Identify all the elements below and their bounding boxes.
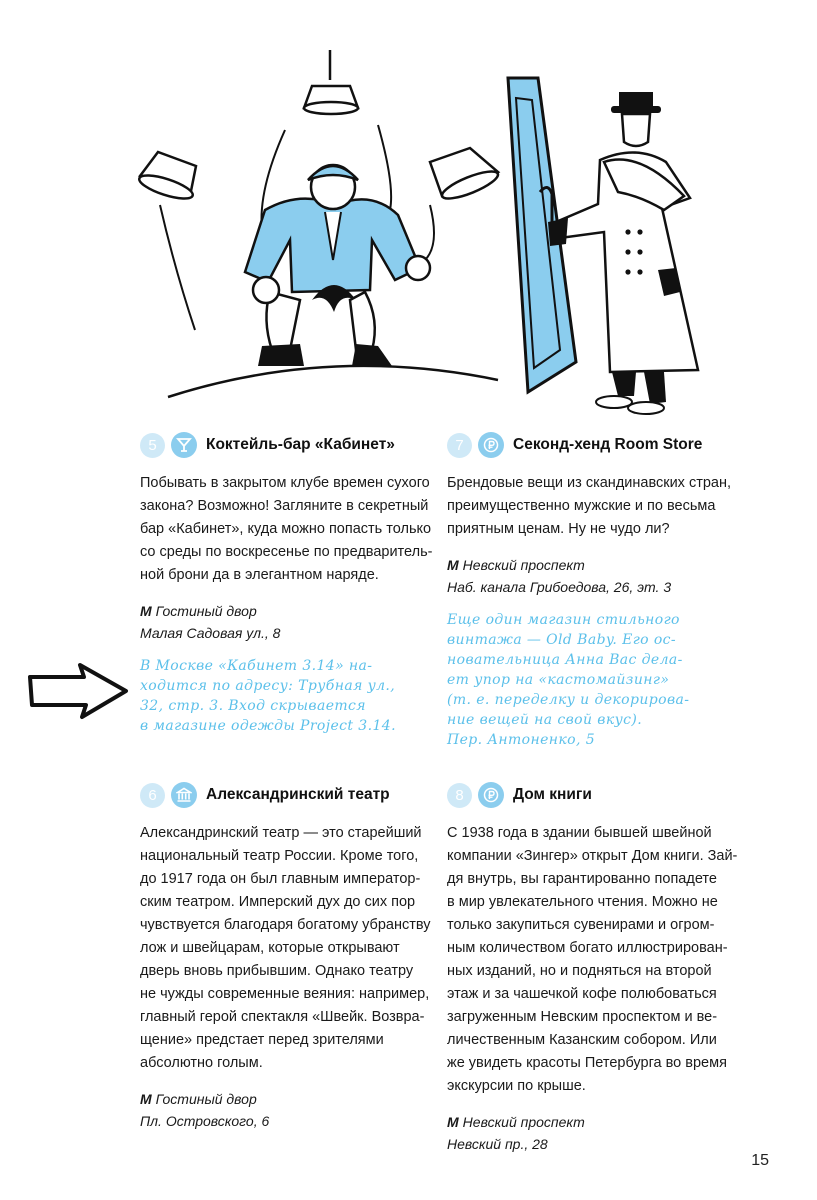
entry-description: Побывать в закрытом клубе времен сухого закона? Возможно! Загляните в секретный бар «Кабинет», куда можно попасть только со среды по воскресенье по предваритель- ной брони да в элегантном наряде. <box>140 475 433 583</box>
metro-station: М Гостиный двор <box>140 1091 257 1107</box>
metro-label: М <box>447 557 459 573</box>
theater-icon <box>171 782 197 808</box>
entry-location <box>140 600 440 644</box>
entry-header <box>447 782 747 808</box>
entry-number-badge: 8 <box>447 783 472 808</box>
note-old-baby: Еще один магазин стильного винтажа — Old Baby. Его ос- новательница Анна Вас дела- ет упор на «кастомайзинг» (т. е. переделку и декорирова- ние вещей на свой вкус). Пер. Антоненко, 5 <box>447 612 690 748</box>
entry-alexandrinsky-theatre <box>140 782 440 1132</box>
arrow-right-icon <box>26 661 130 721</box>
entry-room-store <box>447 432 747 598</box>
entry-dom-knigi <box>447 782 747 1155</box>
entry-description: С 1938 года в здании бывшей швейной компании «Зингер» открыт Дом книги. Зай- дя внутрь, вы гарантированно попадете в мир увлекательного чтения. Можно не только закупиться сувенирами и огром- ным количеством богато иллюстрирован- ных изданий, но и подняться на второй этаж и за чашечкой кофе полюбоваться загруженным Невским проспектом и ве- личественным Казанским собором. Или же увидеть красоты Петербурга во время экскурсии по крыше. <box>447 825 738 1094</box>
entry-description: Александринский театр — это старейший национальный театр России. Кроме того, до 1917 года он был главным император- ским театром. Имперский дух до сих пор чувствуется благодаря богатому убранству лож и швейцарам, которые открывают дверь вновь прибывшим. Однако театру не чужды современные веяния: например, главный герой спектакля «Швейк. Возвра- щение» предстает перед зрителями абсолютно голым. <box>140 825 431 1071</box>
bar-and-doorman-illustration <box>0 0 817 420</box>
lamp-left <box>137 152 196 203</box>
address: Пл. Островского, 6 <box>140 1113 270 1129</box>
metro-station: М Невский проспект <box>447 557 585 573</box>
entry-title: Александринский театр <box>206 786 390 803</box>
seated-man <box>245 165 430 366</box>
ruble-icon <box>478 432 504 458</box>
metro-station: М Гостиный двор <box>140 603 257 619</box>
address: Наб. канала Грибоедова, 26, эт. 3 <box>447 579 672 595</box>
lamp-top <box>304 50 358 114</box>
entry-title: Секонд-хенд Room Store <box>513 436 703 453</box>
entry-number-badge: 7 <box>447 433 472 458</box>
entry-title: Коктейль-бар «Кабинет» <box>206 436 395 453</box>
entry-title: Дом книги <box>513 786 592 803</box>
metro-station: М Невский проспект <box>447 1114 585 1130</box>
entry-header <box>140 432 440 458</box>
ruble-icon <box>478 782 504 808</box>
entry-description: Брендовые вещи из скандинавских стран, преимущественно мужские и по весьма приятным ценам. Ну не чудо ли? <box>447 475 732 537</box>
entry-number-badge: 5 <box>140 433 165 458</box>
note-moscow-kabinet: В Москве «Кабинет 3.14» на- ходится по адресу: Трубная ул., 32, стр. 3. Вход скрывается в магазине одежды Project 3.14. <box>140 658 396 734</box>
metro-label: М <box>140 603 152 619</box>
floor-arc <box>168 366 498 397</box>
metro-label: М <box>140 1091 152 1107</box>
metro-label: М <box>447 1114 459 1130</box>
lamp-right <box>430 148 501 204</box>
page-number: 15 <box>751 1152 769 1169</box>
cocktail-icon <box>171 432 197 458</box>
address: Невский пр., 28 <box>447 1136 548 1152</box>
entry-number-badge: 6 <box>140 783 165 808</box>
entry-location <box>140 1088 440 1132</box>
entry-cocktail-bar <box>140 432 440 644</box>
entry-location <box>447 1111 747 1155</box>
entry-location <box>447 554 747 598</box>
entry-header <box>140 782 440 808</box>
address: Малая Садовая ул., 8 <box>140 625 281 641</box>
entry-header <box>447 432 747 458</box>
